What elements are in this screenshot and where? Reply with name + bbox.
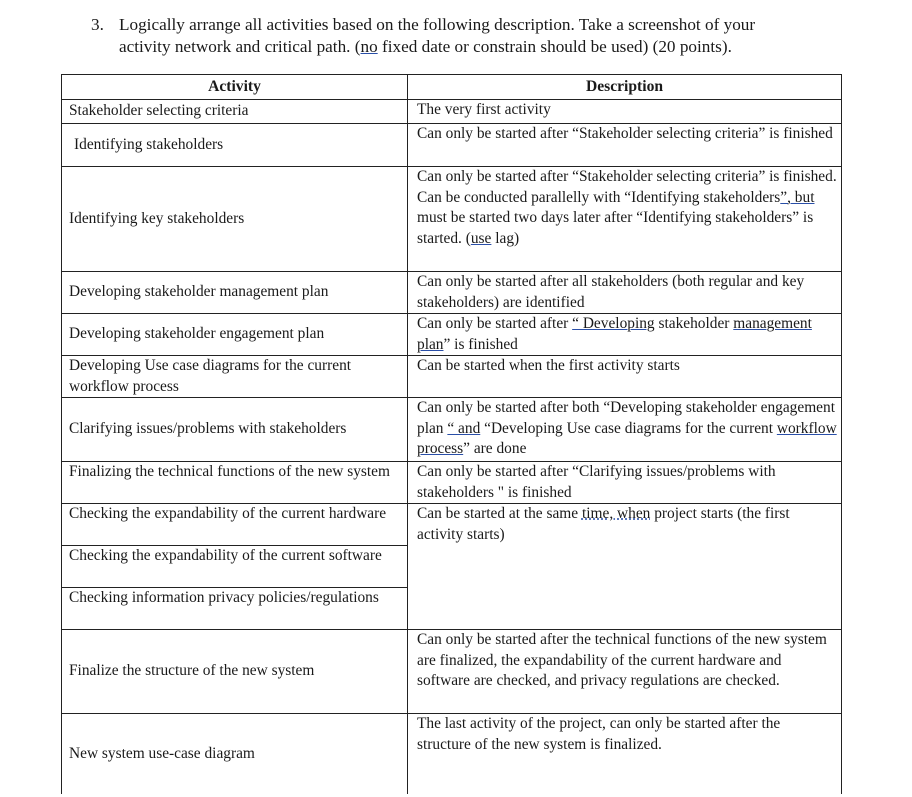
description-cell: [408, 398, 842, 462]
table-row: [62, 356, 842, 398]
question-line-2-post: fixed date or constrain should be used) (20 points).: [377, 37, 732, 56]
question-text: [119, 14, 849, 58]
header-description: Description: [408, 75, 842, 100]
question-number: 3.: [91, 15, 104, 34]
activity-cell: New system use-case diagram: [62, 714, 408, 794]
description-cell: Can only be started after “Clarifying issues/problems with stakeholders " is finished: [408, 462, 842, 504]
description-part: lag): [491, 229, 520, 247]
description-part: ” is finished: [443, 335, 518, 353]
table-row: [62, 272, 842, 314]
activity-cell: Developing Use case diagrams for the current workflow process: [62, 356, 408, 398]
description-underlined: management plan: [417, 315, 812, 353]
table-row: [62, 124, 842, 167]
description-underlined: “ Developing: [572, 315, 655, 332]
question-line-2-pre: activity network and critical path. (: [119, 37, 361, 56]
table-row: [62, 714, 842, 794]
description-cell: [408, 167, 842, 272]
description-cell: Can be started when the first activity starts: [408, 356, 842, 398]
table-row: [62, 504, 842, 546]
description-cell: Can only be started after all stakeholders (both regular and key stakeholders) are identified: [408, 272, 842, 314]
description-underlined: ”, but: [780, 188, 815, 206]
activity-table: [61, 74, 842, 794]
description-underlined: use: [470, 229, 492, 247]
description-part: “Developing Use case diagrams for the current: [480, 419, 777, 437]
description-underlined: workflow process: [417, 419, 837, 457]
description-part: must be started two days later after “Identifying stakeholders” is started. (: [417, 209, 814, 247]
activity-cell: Checking the expandability of the current software: [62, 546, 408, 588]
table-row: [62, 630, 842, 714]
description-part: stakeholder: [654, 315, 734, 332]
description-cell: The last activity of the project, can only be started after the structure of the new system is finalized.: [408, 714, 842, 794]
table-header-row: [62, 75, 842, 100]
description-part: Can be conducted parallelly with “Identifying stakeholders: [417, 188, 781, 206]
activity-cell: Clarifying issues/problems with stakeholders: [62, 398, 408, 462]
question-line-1: Logically arrange all activities based on the following description. Take a screenshot of your: [119, 15, 756, 34]
description-underlined: “ and: [447, 419, 481, 437]
description-part: Can only be started after: [417, 315, 573, 332]
activity-cell: Identifying stakeholders: [62, 124, 408, 167]
activity-cell: Developing stakeholder engagement plan: [62, 314, 408, 356]
description-part: Can only be started after both “Developing stakeholder engagement plan: [417, 399, 835, 437]
description-part: Can only be started after “Stakeholder selecting criteria” is finished.: [417, 168, 837, 185]
activity-cell: Stakeholder selecting criteria: [62, 100, 408, 124]
description-underlined: time, when: [581, 505, 651, 522]
activity-cell: Developing stakeholder management plan: [62, 272, 408, 314]
table-row: [62, 167, 842, 272]
description-cell: [408, 314, 842, 356]
description-cell: Can only be started after “Stakeholder selecting criteria” is finished: [408, 124, 842, 167]
question-no-word: no: [360, 37, 378, 56]
activity-cell: Finalizing the technical functions of the new system: [62, 462, 408, 504]
activity-cell: Identifying key stakeholders: [62, 167, 408, 272]
description-cell: Can only be started after the technical functions of the new system are finalized, the expandability of the current hardware and software are checked, and privacy regulations are checked.: [408, 630, 842, 714]
description-part: Can be started at the same: [417, 505, 582, 522]
table-row: [62, 100, 842, 124]
description-part: ” are done: [463, 440, 527, 457]
activity-cell: Finalize the structure of the new system: [62, 630, 408, 714]
activity-cell: Checking the expandability of the current hardware: [62, 504, 408, 546]
description-part: project starts (the first activity starts): [417, 505, 790, 543]
table-row: [62, 462, 842, 504]
header-activity: Activity: [62, 75, 408, 100]
description-cell: The very first activity: [408, 100, 842, 124]
activity-cell: Checking information privacy policies/regulations: [62, 588, 408, 630]
table-row: [62, 314, 842, 356]
description-cell: [408, 504, 842, 630]
table-row: [62, 398, 842, 462]
